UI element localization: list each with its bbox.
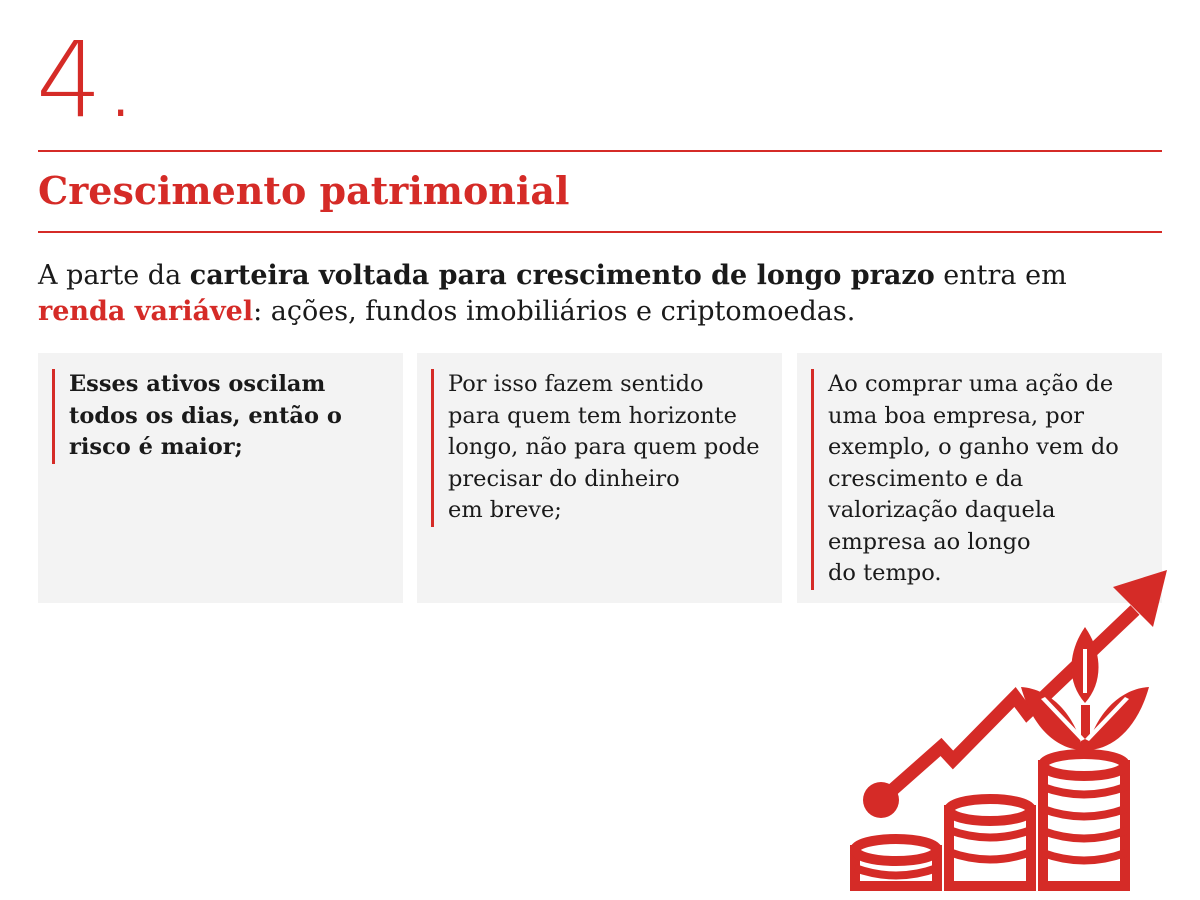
card-line: Ao comprar uma ação de (828, 371, 1114, 397)
card-line: longo, não para quem pode (448, 434, 760, 460)
top-divider (38, 150, 1162, 152)
card-line: Esses ativos oscilam (69, 371, 326, 397)
card-line: empresa ao longo (828, 528, 1031, 555)
card-text (811, 369, 1148, 590)
page-title: Crescimento patrimonial (38, 168, 570, 213)
intro-highlight: renda variável (38, 296, 254, 327)
card-line: todos os dias, então o (69, 402, 342, 429)
card-line: em breve; (448, 497, 562, 523)
card-line: valorização daquela (828, 497, 1056, 523)
card-line: precisar do dinheiro (448, 465, 680, 492)
card-text (431, 369, 768, 527)
card-line: do tempo. (828, 560, 942, 586)
intro-text-1: A parte da (38, 260, 190, 291)
title-divider (38, 231, 1162, 233)
info-card-horizon (417, 353, 782, 603)
section-number: 4. (36, 19, 140, 141)
card-text (52, 369, 389, 464)
intro-text-3: : ações, fundos imobiliários e criptomoedas. (253, 296, 856, 327)
info-card-risk (38, 353, 403, 603)
intro-paragraph (38, 258, 1162, 330)
card-line: exemplo, o ganho vem do (828, 434, 1119, 460)
card-line: crescimento e da (828, 465, 1024, 492)
growth-plant-coins-icon (845, 565, 1175, 895)
intro-text-2: entra em (934, 260, 1067, 291)
card-line: para quem tem horizonte (448, 402, 737, 429)
card-line: uma boa empresa, por (828, 402, 1085, 429)
card-line: risco é maior; (69, 434, 243, 460)
card-line: Por isso fazem sentido (448, 371, 704, 397)
intro-bold-text: carteira voltada para crescimento de longo prazo (189, 260, 935, 291)
